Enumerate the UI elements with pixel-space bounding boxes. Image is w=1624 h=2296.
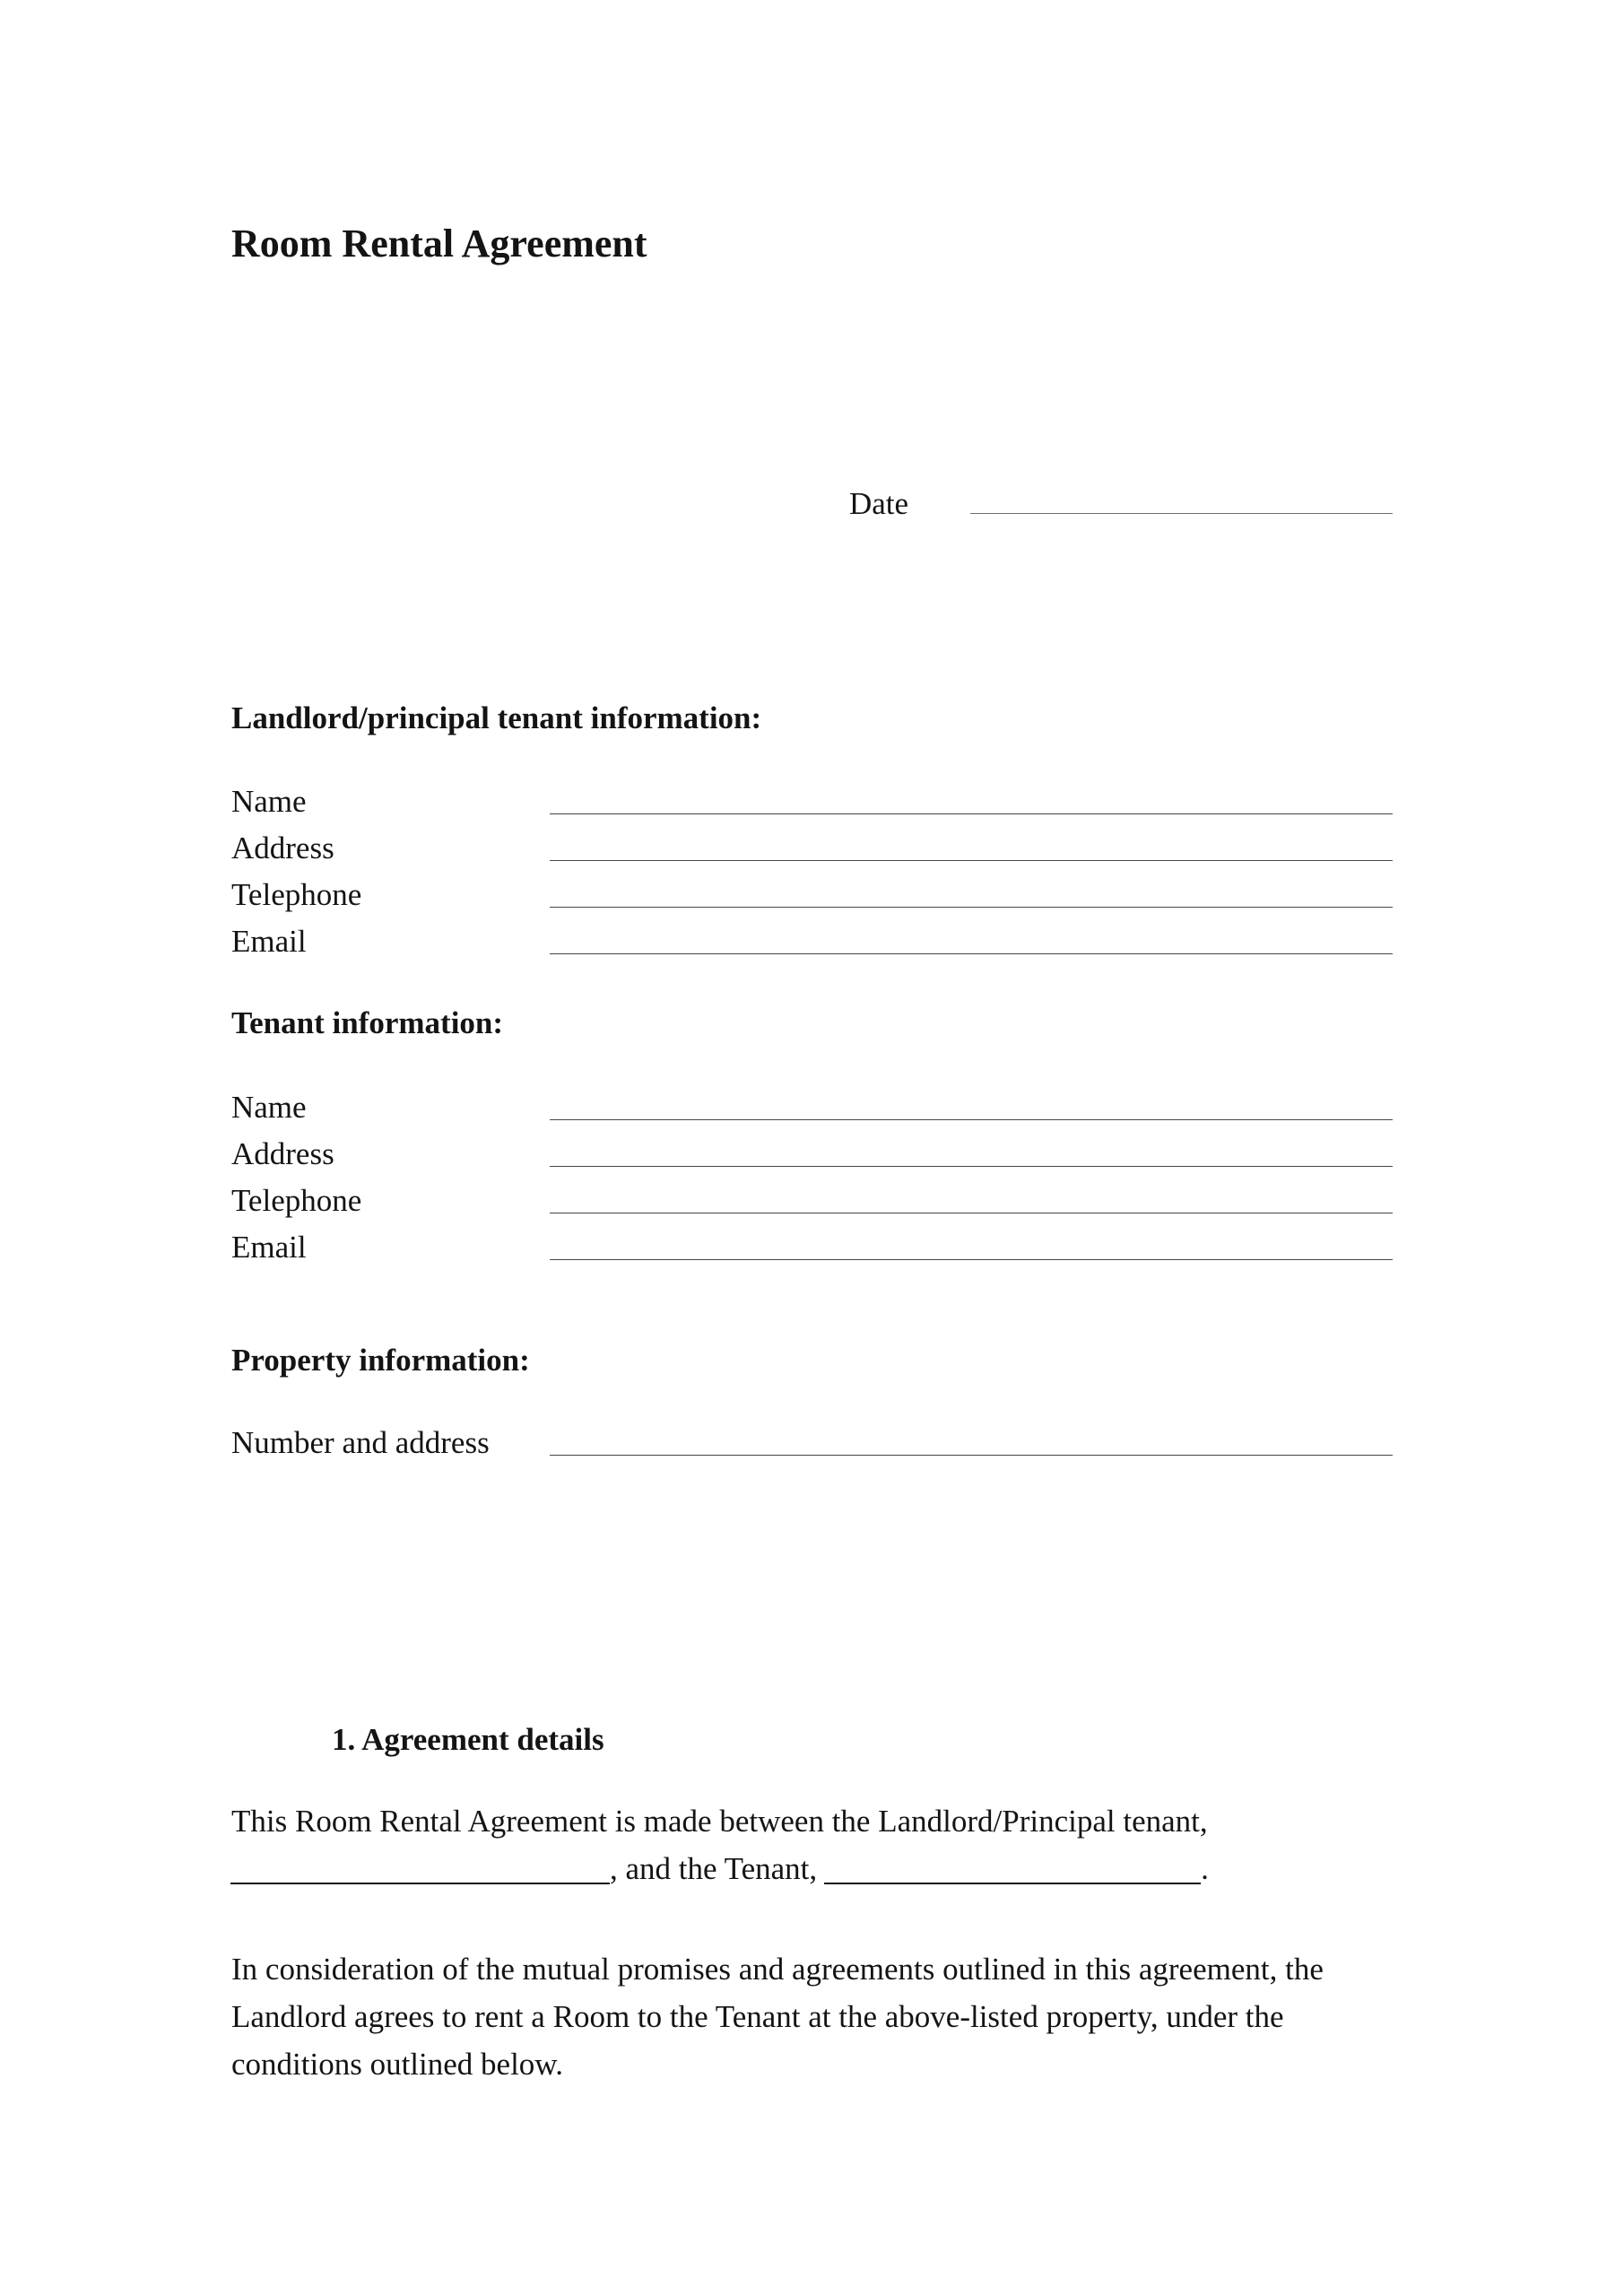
agreement-paragraph2-line2: Landlord agrees to rent a Room to the Tenant at the above-listed property, under the (231, 1999, 1284, 2034)
tenant-name-label: Name (231, 1090, 307, 1125)
tenant-address-field[interactable] (550, 1166, 1393, 1167)
agreement-details-heading: 1. Agreement details (332, 1722, 604, 1757)
landlord-email-field[interactable] (550, 953, 1393, 954)
tenant-email-field[interactable] (550, 1259, 1393, 1260)
document-title: Room Rental Agreement (231, 222, 647, 265)
agreement-paragraph1-line1: This Room Rental Agreement is made between the Landlord/Principal tenant, (231, 1804, 1208, 1839)
paragraph1-middle-text: , and the Tenant, (610, 1851, 818, 1886)
property-section-heading: Property information: (231, 1343, 530, 1378)
tenant-telephone-label: Telephone (231, 1183, 362, 1218)
property-number-address-field[interactable] (550, 1455, 1393, 1456)
property-number-address-label: Number and address (231, 1425, 490, 1460)
landlord-address-label: Address (231, 831, 334, 865)
landlord-name-label: Name (231, 784, 307, 819)
agreement-paragraph2-line3: conditions outlined below. (231, 2047, 564, 2082)
landlord-email-label: Email (231, 924, 307, 959)
landlord-telephone-field[interactable] (550, 907, 1393, 908)
paragraph1-end-text: . (1201, 1851, 1209, 1886)
tenant-name-field[interactable] (550, 1119, 1393, 1120)
agreement-paragraph2-line1: In consideration of the mutual promises and agreements outlined in this agreement, the (231, 1952, 1324, 1987)
tenant-address-label: Address (231, 1136, 334, 1171)
date-label: Date (849, 486, 909, 521)
date-field[interactable] (970, 513, 1393, 514)
landlord-telephone-label: Telephone (231, 877, 362, 912)
landlord-section-heading: Landlord/principal tenant information: (231, 700, 762, 735)
landlord-name-field[interactable] (550, 813, 1393, 814)
landlord-address-field[interactable] (550, 860, 1393, 861)
landlord-name-inline-blank[interactable] (230, 1883, 610, 1884)
tenant-section-heading: Tenant information: (231, 1005, 504, 1040)
agreement-paragraph1-line2 (230, 1853, 1209, 1884)
tenant-name-inline-blank[interactable] (824, 1883, 1201, 1884)
tenant-email-label: Email (231, 1230, 307, 1265)
